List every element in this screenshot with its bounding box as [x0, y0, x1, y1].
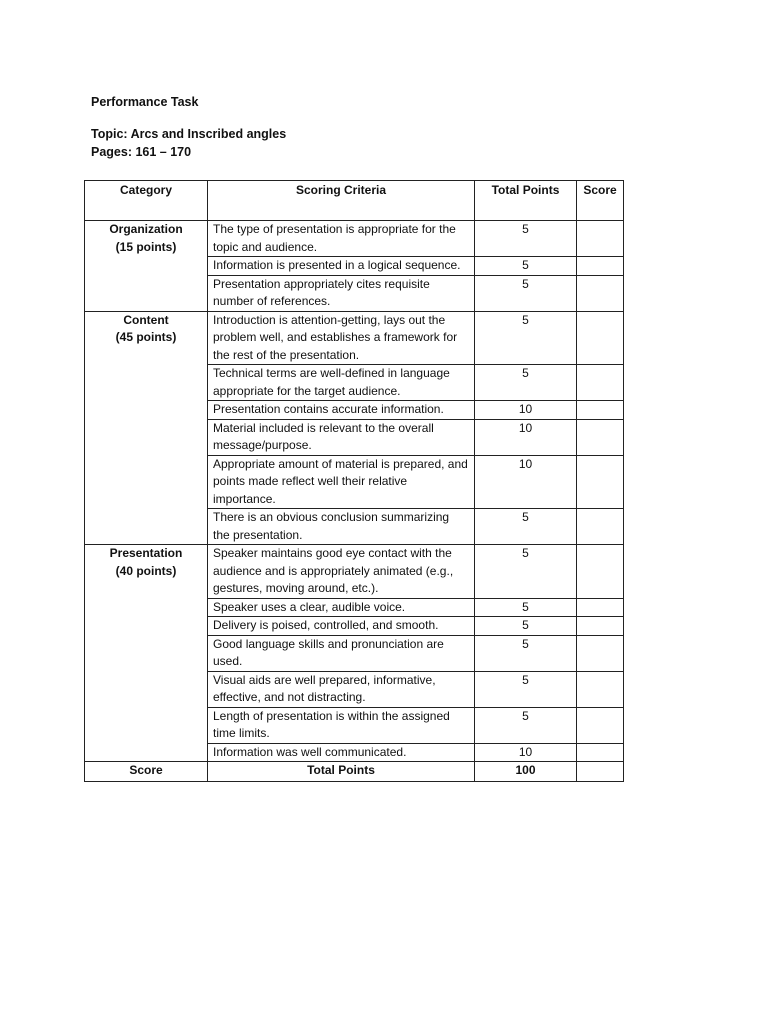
criteria-cell: Material included is relevant to the overall message/purpose. — [208, 419, 475, 455]
score-cell[interactable] — [577, 743, 624, 762]
criteria-cell: Good language skills and pronunciation are used. — [208, 635, 475, 671]
score-cell[interactable] — [577, 275, 624, 311]
header-scoring-criteria: Scoring Criteria — [208, 181, 475, 221]
category-name: Presentation — [109, 546, 183, 560]
header-category: Category — [85, 181, 208, 221]
score-cell[interactable] — [577, 635, 624, 671]
points-cell: 5 — [475, 365, 577, 401]
document-header — [91, 93, 286, 161]
score-cell[interactable] — [577, 221, 624, 257]
score-cell[interactable] — [577, 545, 624, 599]
rubric-body — [85, 221, 624, 782]
table-row — [85, 545, 624, 599]
document-pages: Pages: 161 – 170 — [91, 145, 192, 159]
points-cell: 5 — [475, 707, 577, 743]
category-name: Organization — [109, 222, 183, 236]
document-title: Performance Task — [91, 95, 199, 109]
points-cell: 10 — [475, 419, 577, 455]
table-header-row — [85, 181, 624, 221]
criteria-cell: Information is presented in a logical sequence. — [208, 257, 475, 276]
criteria-cell: There is an obvious conclusion summarizing the presentation. — [208, 509, 475, 545]
points-cell: 5 — [475, 509, 577, 545]
category-cell — [85, 545, 208, 762]
criteria-cell: Presentation contains accurate information. — [208, 401, 475, 420]
header-score: Score — [577, 181, 624, 221]
score-cell[interactable] — [577, 509, 624, 545]
category-name: Content — [123, 312, 169, 327]
category-cell — [85, 221, 208, 312]
score-cell[interactable] — [577, 617, 624, 636]
points-cell: 5 — [475, 617, 577, 636]
score-cell[interactable] — [577, 419, 624, 455]
criteria-cell: Appropriate amount of material is prepared, and points made reflect well their relative importance. — [208, 455, 475, 509]
document-topic: Topic: Arcs and Inscribed angles — [91, 127, 287, 141]
points-cell: 5 — [475, 545, 577, 599]
category-points: (45 points) — [115, 330, 177, 344]
footer-score-label: Score — [85, 762, 208, 782]
score-cell[interactable] — [577, 365, 624, 401]
points-cell: 5 — [475, 275, 577, 311]
points-cell: 5 — [475, 221, 577, 257]
footer-total-points-value: 100 — [475, 762, 577, 782]
table-row — [85, 311, 624, 365]
criteria-cell: Visual aids are well prepared, informative, effective, and not distracting. — [208, 671, 475, 707]
criteria-cell: Speaker maintains good eye contact with the audience and is appropriately animated (e.g., gestures, moving around, etc.). — [208, 545, 475, 599]
category-points: (15 points) — [115, 239, 177, 254]
criteria-cell: Information was well communicated. — [208, 743, 475, 762]
criteria-cell: Length of presentation is within the assigned time limits. — [208, 707, 475, 743]
footer-total-points-label: Total Points — [208, 762, 475, 782]
criteria-cell: Delivery is poised, controlled, and smooth. — [208, 617, 475, 636]
category-cell — [85, 311, 208, 545]
score-cell[interactable] — [577, 311, 624, 365]
points-cell: 5 — [475, 635, 577, 671]
header-total-points: Total Points — [475, 181, 577, 221]
footer-score-value — [577, 762, 624, 782]
criteria-cell: Introduction is attention-getting, lays out the problem well, and establishes a framework for the rest of the presentation. — [208, 311, 475, 365]
table-row — [85, 221, 624, 257]
points-cell: 5 — [475, 311, 577, 365]
category-points: (40 points) — [115, 563, 177, 578]
criteria-cell: Presentation appropriately cites requisite number of references. — [208, 275, 475, 311]
score-cell[interactable] — [577, 401, 624, 420]
score-cell[interactable] — [577, 455, 624, 509]
points-cell: 10 — [475, 743, 577, 762]
points-cell: 5 — [475, 598, 577, 617]
criteria-cell: Speaker uses a clear, audible voice. — [208, 598, 475, 617]
points-cell: 5 — [475, 671, 577, 707]
footer-row — [85, 762, 624, 782]
points-cell: 5 — [475, 257, 577, 276]
score-cell[interactable] — [577, 671, 624, 707]
criteria-cell: The type of presentation is appropriate for the topic and audience. — [208, 221, 475, 257]
rubric-table — [84, 180, 624, 782]
score-cell[interactable] — [577, 598, 624, 617]
score-cell[interactable] — [577, 707, 624, 743]
criteria-cell: Technical terms are well-defined in language appropriate for the target audience. — [208, 365, 475, 401]
points-cell: 10 — [475, 401, 577, 420]
score-cell[interactable] — [577, 257, 624, 276]
points-cell: 10 — [475, 455, 577, 509]
